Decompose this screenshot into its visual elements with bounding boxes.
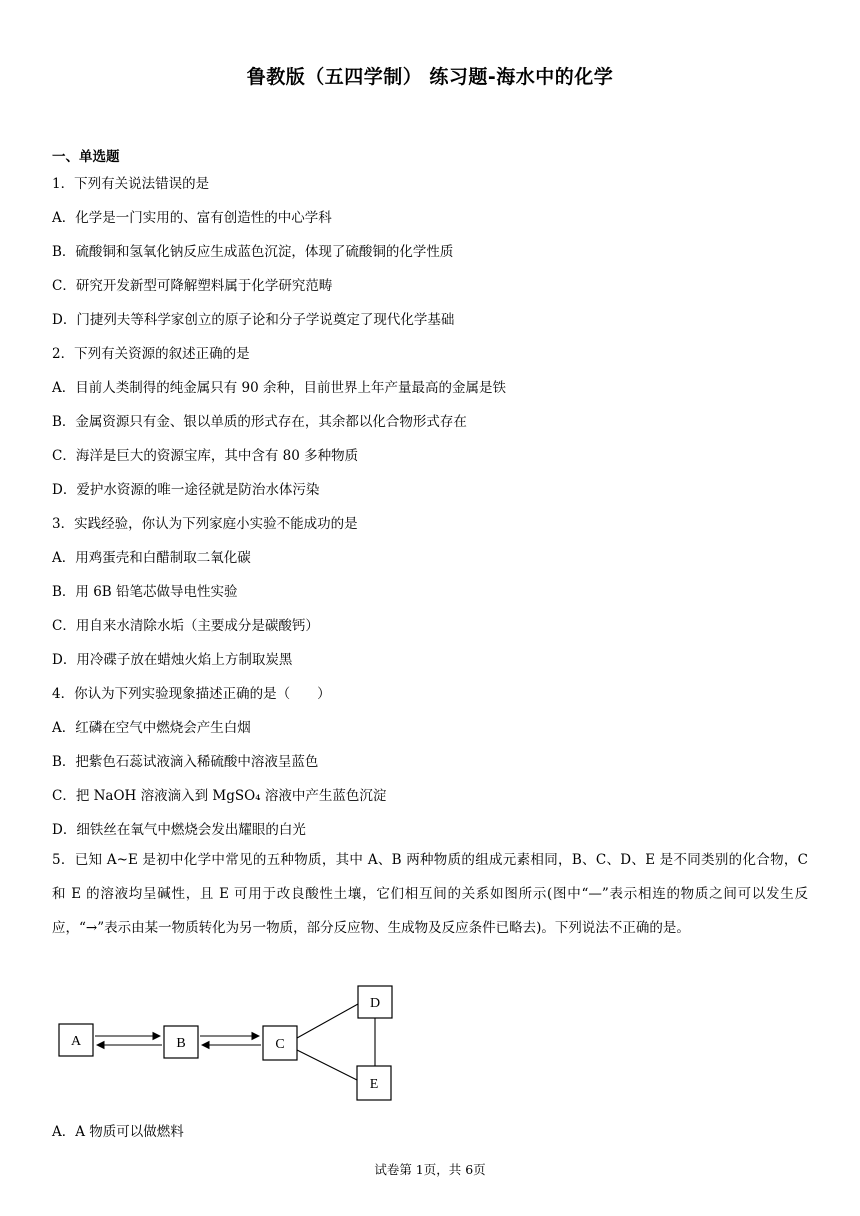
- question-4-stem: 4．你认为下列实验现象描述正确的是（ ）: [52, 686, 331, 702]
- question-1-option-c: C．研究开发新型可降解塑料属于化学研究范畴: [52, 278, 333, 294]
- question-1-option-b: B．硫酸铜和氢氧化钠反应生成蓝色沉淀，体现了硫酸铜的化学性质: [52, 244, 454, 260]
- question-3-stem: 3．实践经验，你认为下列家庭小实验不能成功的是: [52, 516, 358, 532]
- node-e-label: E: [369, 1077, 379, 1092]
- question-2-option-b: B．金属资源只有金、银以单质的形式存在，其余都以化合物形式存在: [52, 414, 467, 430]
- question-2-stem: 2．下列有关资源的叙述正确的是: [52, 346, 250, 362]
- question-3-option-d: D．用冷碟子放在蜡烛火焰上方制取炭黑: [52, 652, 293, 668]
- node-b-label: B: [176, 1036, 186, 1051]
- question-4-option-c: C．把 NaOH 溶液滴入到 MgSO₄ 溶液中产生蓝色沉淀: [52, 788, 387, 804]
- question-2-option-c: C．海洋是巨大的资源宝库，其中含有 80 多种物质: [52, 448, 359, 464]
- line-c-e: [297, 1050, 357, 1080]
- line-c-d: [297, 1004, 358, 1038]
- question-2-option-a: A．目前人类制得的纯金属只有 90 余种，目前世界上年产量最高的金属是铁: [52, 380, 507, 396]
- question-4-option-d: D．细铁丝在氧气中燃烧会发出耀眼的白光: [52, 822, 306, 838]
- node-d-label: D: [369, 996, 381, 1011]
- question-1-stem: 1．下列有关说法错误的是: [52, 176, 210, 192]
- node-a-label: A: [70, 1034, 82, 1049]
- question-3-option-a: A．用鸡蛋壳和白醋制取二氧化碳: [52, 550, 251, 566]
- page-title: 鲁教版（五四学制） 练习题-海水中的化学: [246, 66, 614, 88]
- question-1-option-a: A．化学是一门实用的、富有创造性的中心学科: [52, 210, 332, 226]
- page-footer: 试卷第 1页，共 6页: [374, 1162, 486, 1177]
- question-5-option-a: A．A 物质可以做燃料: [52, 1124, 184, 1140]
- question-2-option-d: D．爱护水资源的唯一途径就是防治水体污染: [52, 482, 320, 498]
- question-1-option-d: D．门捷列夫等科学家创立的原子论和分子学说奠定了现代化学基础: [52, 312, 455, 328]
- question-3-option-c: C．用自来水清除水垢（主要成分是碳酸钙）: [52, 618, 319, 634]
- question-4-option-b: B．把紫色石蕊试液滴入稀硫酸中溶液呈蓝色: [52, 754, 319, 770]
- node-c-label: C: [275, 1037, 285, 1052]
- question-5-stem: 5．已知 A~E 是初中化学中常见的五种物质，其中 A、B 两种物质的组成元素相同，B、C、D、E 是不同类别的化合物，C 和 E 的溶液均呈碱性，且 E 可用于改良酸性土壤，它们相互间的关系如图所示(图中“—”表示相连的物质之间可以发生反应，“→”表示由某一物质转化为另一物质，部分反应物、生成物及反应条件已略去)。下列说法不正确的是。: [52, 852, 808, 936]
- section-heading: 一、单选题: [52, 149, 120, 165]
- relationship-diagram: [52, 984, 412, 1104]
- question-3-option-b: B．用 6B 铅笔芯做导电性实验: [52, 584, 238, 600]
- question-4-option-a: A．红磷在空气中燃烧会产生白烟: [52, 720, 251, 736]
